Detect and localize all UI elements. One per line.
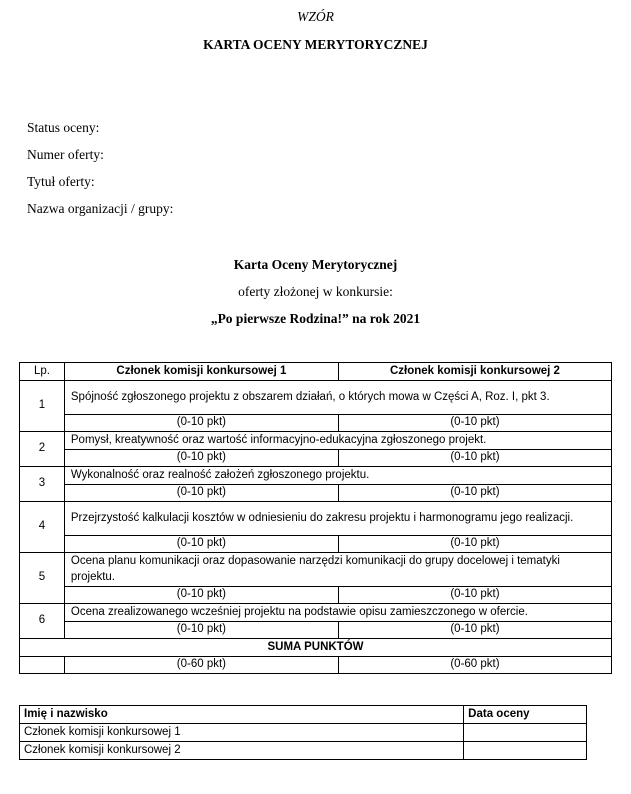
section-title: Karta Oceny Merytorycznej	[233, 257, 398, 272]
criterion-number: 5	[20, 553, 65, 604]
signature-table	[19, 705, 587, 760]
criterion-number: 3	[20, 467, 65, 502]
criterion-text: Ocena planu komunikacji oraz dopasowanie narzędzi komunikacji do grupy docelowej i tematyki projektu.	[64, 553, 611, 587]
evaluation-date-field[interactable]	[464, 742, 587, 760]
points-member-1[interactable]: (0-10 pkt)	[64, 536, 338, 553]
meta-offer-number-label: Numer oferty:	[27, 147, 104, 162]
points-member-2[interactable]: (0-10 pkt)	[338, 415, 611, 432]
contest-name: „Po pierwsze Rodzina!” na rok 2021	[210, 311, 421, 326]
criterion-row	[20, 432, 612, 450]
points-member-2[interactable]: (0-10 pkt)	[338, 587, 611, 604]
template-label: WZÓR	[297, 9, 334, 24]
criterion-text: Pomysł, kreatywność oraz wartość informacyjno-edukacyjna zgłoszonego projekt.	[64, 432, 611, 450]
evaluation-date-field[interactable]	[464, 724, 587, 742]
meta-offer-title-label: Tytuł oferty:	[27, 174, 95, 189]
criterion-points-row	[20, 536, 612, 553]
document-title: KARTA OCENY MERYTORYCZNEJ	[203, 37, 428, 52]
col-header-lp: Lp.	[20, 363, 65, 381]
signature-table-header	[20, 706, 587, 724]
points-member-2[interactable]: (0-10 pkt)	[338, 622, 611, 639]
criterion-row	[20, 381, 612, 415]
criterion-points-row	[20, 622, 612, 639]
points-member-1[interactable]: (0-10 pkt)	[64, 415, 338, 432]
points-member-1[interactable]: (0-10 pkt)	[64, 622, 338, 639]
criterion-number: 6	[20, 604, 65, 639]
criterion-points-row	[20, 450, 612, 467]
criterion-row	[20, 604, 612, 622]
member-name: Członek komisji konkursowej 1	[20, 724, 464, 742]
criterion-number: 4	[20, 502, 65, 553]
criterion-row	[20, 467, 612, 485]
meta-organization-label: Nazwa organizacji / grupy:	[27, 201, 174, 216]
col-header-member-2: Członek komisji konkursowej 2	[338, 363, 611, 381]
criterion-row	[20, 502, 612, 536]
criterion-text: Przejrzystość kalkulacji kosztów w odniesieniu do zakresu projektu i harmonogramu jego realizacji.	[64, 502, 611, 536]
sum-empty-cell	[20, 657, 65, 674]
criterion-number: 2	[20, 432, 65, 467]
criterion-points-row	[20, 485, 612, 502]
criterion-number: 1	[20, 381, 65, 432]
criterion-points-row	[20, 415, 612, 432]
score-table-header	[20, 363, 612, 381]
col-header-name: Imię i nazwisko	[20, 706, 464, 724]
sum-label: SUMA PUNKTÓW	[20, 639, 612, 657]
points-member-1[interactable]: (0-10 pkt)	[64, 450, 338, 467]
criterion-text: Ocena zrealizowanego wcześniej projektu na podstawie opisu zamieszczonego w ofercie.	[64, 604, 611, 622]
meta-status-label: Status oceny:	[27, 120, 100, 135]
points-member-2[interactable]: (0-10 pkt)	[338, 536, 611, 553]
col-header-date: Data oceny	[464, 706, 587, 724]
sum-points-member-2[interactable]: (0-60 pkt)	[338, 657, 611, 674]
points-member-1[interactable]: (0-10 pkt)	[64, 587, 338, 604]
score-table	[19, 362, 612, 674]
points-member-1[interactable]: (0-10 pkt)	[64, 485, 338, 502]
sum-points-row	[20, 657, 612, 674]
criterion-text: Wykonalność oraz realność założeń zgłoszonego projektu.	[64, 467, 611, 485]
points-member-2[interactable]: (0-10 pkt)	[338, 485, 611, 502]
criterion-points-row	[20, 587, 612, 604]
sum-points-member-1[interactable]: (0-60 pkt)	[64, 657, 338, 674]
criterion-text: Spójność zgłoszonego projektu z obszarem działań, o których mowa w Części A, Roz. I, pkt 3.	[64, 381, 611, 415]
col-header-member-1: Członek komisji konkursowej 1	[64, 363, 338, 381]
member-name: Członek komisji konkursowej 2	[20, 742, 464, 760]
signature-row	[20, 724, 587, 742]
criterion-row	[20, 553, 612, 587]
signature-row	[20, 742, 587, 760]
section-subtitle: oferty złożonej w konkursie:	[238, 284, 393, 299]
points-member-2[interactable]: (0-10 pkt)	[338, 450, 611, 467]
sum-label-row	[20, 639, 612, 657]
